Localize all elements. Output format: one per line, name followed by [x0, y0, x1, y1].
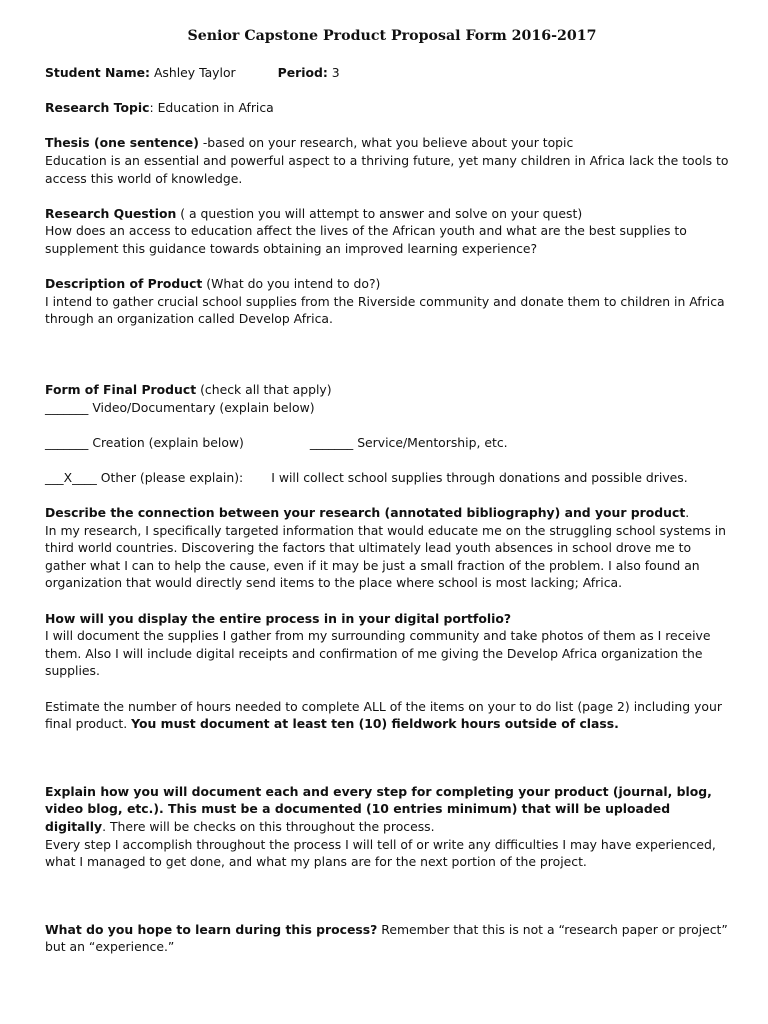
period-label: Period:	[277, 65, 328, 80]
description-label: Description of Product	[45, 276, 203, 292]
description-answer: I intend to gather crucial school supplies from the Riverside community and donate them to children in Africa through an organization called Develop Africa.	[45, 293, 725, 327]
other-blank[interactable]: ___X____	[45, 469, 97, 485]
thesis-heading	[45, 134, 735, 152]
video-blank[interactable]: _______	[45, 399, 89, 415]
student-name-label: Student Name:	[45, 65, 150, 80]
thesis-instruction: -based on your research, what you believe about your topic	[198, 135, 574, 151]
form-title: Senior Capstone Product Proposal Form 2016-2017	[187, 28, 597, 44]
document-steps-rest: . There will be checks on this throughout the process.	[102, 818, 435, 834]
display-label: How will you display the entire process in in your digital portfolio?	[45, 610, 512, 626]
learn-question	[45, 921, 735, 956]
option-creation-service	[45, 434, 735, 452]
period-value: 3	[331, 65, 340, 80]
option-video	[45, 399, 735, 417]
service-blank[interactable]: _______	[309, 434, 354, 450]
research-question-instruction: ( a question you will attempt to answer and solve on your quest)	[176, 205, 583, 221]
connection-label: Describe the connection between your research (annotated bibliography) and your product	[45, 505, 686, 521]
student-name-value: Ashley Taylor	[153, 65, 236, 80]
hours-question	[45, 698, 735, 733]
learn-label: What do you hope to learn during this process?	[45, 921, 378, 937]
display-answer: I will document the supplies I gather from my surrounding community and take photos of them as I receive them. Also I will include digital receipts and confirmation of me giving the Develop Africa organization the supplies.	[45, 628, 711, 679]
hours-requirement: You must document at least ten (10) fieldwork hours outside of class.	[131, 716, 619, 732]
description-instruction: (What do you intend to do?)	[202, 276, 381, 292]
other-answer: I will collect school supplies through donations and possible drives.	[271, 469, 688, 485]
video-label: Video/Documentary (explain below)	[88, 399, 315, 415]
form-of-product-heading	[45, 381, 735, 399]
thesis-answer: Education is an essential and powerful aspect to a thriving future, yet many children in Africa lack the tools to access this world of knowledge.	[45, 152, 729, 186]
option-other	[45, 469, 735, 487]
connection-answer: In my research, I specifically targeted information that would educate me on the struggling school systems in third world countries. Discovering the factors that ultimately lead youth absences in school drove me to gather what I can to help the cause, even if it may be just a small fraction of the problem. I also found an organization that would directly send items to the place where school is most lacking; Africa.	[45, 522, 727, 591]
service-label: Service/Mentorship, etc.	[353, 434, 508, 450]
research-question-heading	[45, 205, 735, 223]
research-question-label: Research Question	[45, 205, 177, 221]
document-steps-question	[45, 783, 735, 836]
document-steps-answer: Every step I accomplish throughout the process I will tell of or write any difficulties I may have experienced, what I managed to get done, and what my plans are for the next portion of the project.	[45, 836, 716, 870]
research-topic-label: Research Topic	[45, 100, 150, 116]
connection-period: .	[685, 505, 690, 521]
other-label: Other (please explain):	[96, 469, 244, 485]
creation-blank[interactable]: _______	[45, 434, 89, 450]
creation-label: Creation (explain below)	[88, 434, 244, 450]
form-of-product-label: Form of Final Product	[45, 381, 197, 397]
description-heading	[45, 275, 735, 293]
hours-text: Estimate the number of hours needed to complete ALL of the items on your to do list (page 2) including your final product.	[45, 698, 722, 732]
form-of-product-instruction: (check all that apply)	[196, 381, 332, 397]
student-row	[45, 64, 735, 82]
connection-heading	[45, 504, 735, 522]
thesis-label: Thesis (one sentence)	[45, 135, 199, 151]
learn-text: Remember that this is not a “research paper or project” but an “experience.”	[45, 921, 728, 955]
research-topic-row	[45, 99, 735, 117]
document-steps-bold: Explain how you will document each and every step for completing your product (journal, blog, video blog, etc.). This must be a documented (10 entries minimum) that will be uploaded digitally	[45, 783, 712, 834]
research-question-answer: How does an access to education affect the lives of the African youth and what are the best supplies to supplement this guidance towards obtaining an improved learning experience?	[45, 223, 687, 256]
research-topic-value: : Education in Africa	[149, 100, 274, 116]
proposal-form	[45, 26, 735, 956]
